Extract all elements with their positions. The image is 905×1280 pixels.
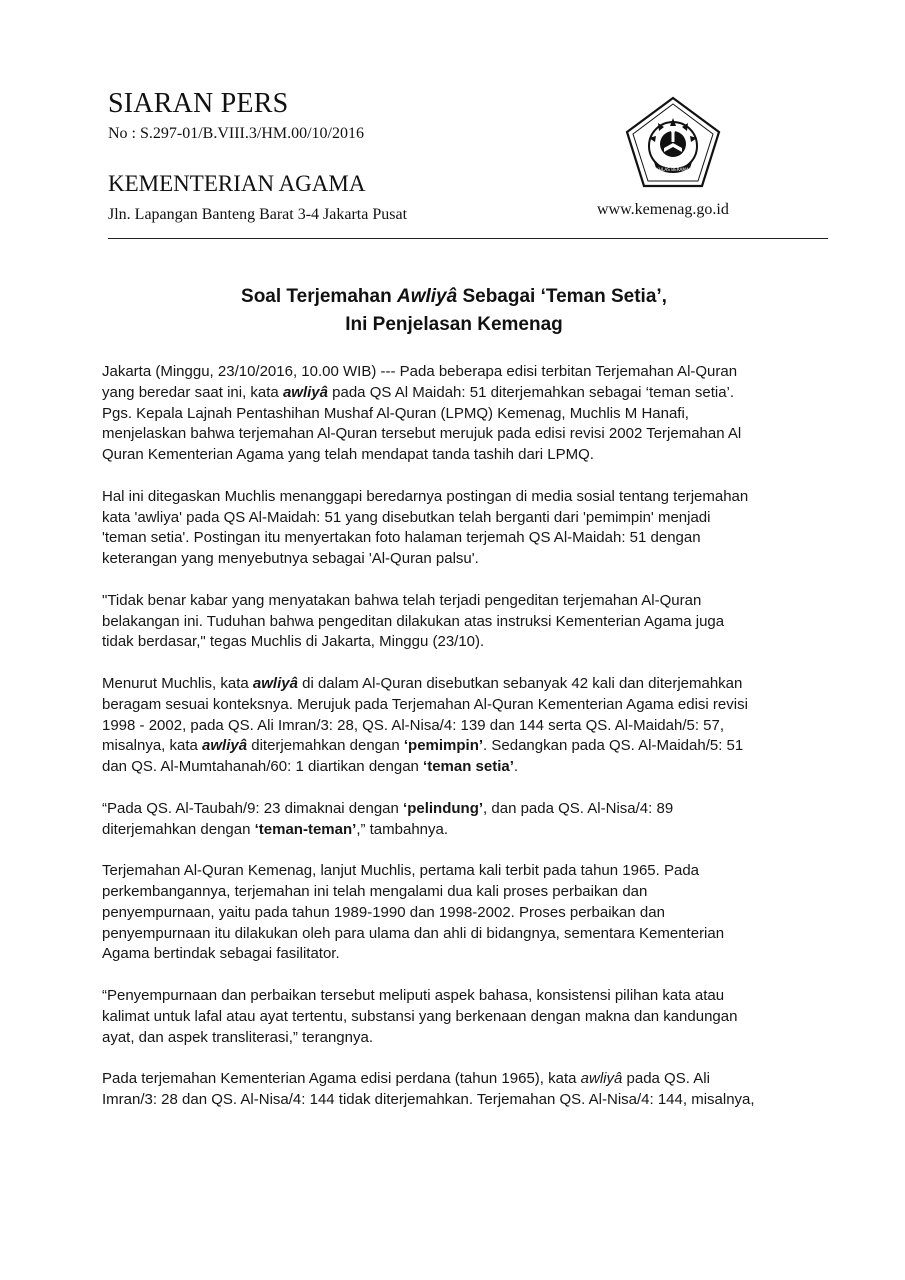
- text-line: Agama bertindak sebagai fasilitator.: [102, 945, 340, 963]
- text-line: beragam sesuai konteksnya. Merujuk pada Terjemahan Al-Quran Kementerian Agama edisi revisi: [102, 695, 748, 713]
- headline-line-1: [108, 283, 800, 311]
- paragraph-7: [102, 986, 822, 1048]
- headline-text: Sebagai ‘Teman Setia’,: [457, 286, 667, 307]
- organization-name: KEMENTERIAN AGAMA: [108, 171, 366, 196]
- headline-emphasis: Awliyâ: [396, 286, 458, 307]
- paragraph-3: [102, 591, 822, 653]
- text-line: tidak berdasar," tegas Muchlis di Jakarta, Minggu (23/10).: [102, 633, 485, 651]
- headline: [108, 283, 800, 339]
- press-release-title: SIARAN PERS: [108, 88, 289, 119]
- text-line: Jakarta (Minggu, 23/10/2016, 10.00 WIB) --- Pada beberapa edisi terbitan Terjemahan Al-Quran: [102, 363, 738, 380]
- text-line: keterangan yang menyebutnya sebagai 'Al-Quran palsu'.: [102, 550, 479, 568]
- text-line: ayat, dan aspek transliterasi,” terangnya.: [102, 1028, 373, 1046]
- text-line: diterjemahkan dengan ‘teman-teman’,” tambahnya.: [102, 820, 449, 838]
- text-line: Pgs. Kepala Lajnah Pentashihan Mushaf Al-Quran (LPMQ) Kemenag, Muchlis M Hanafi,: [102, 404, 689, 422]
- text-line: yang beredar saat ini, kata awliyâ pada QS Al Maidah: 51 diterjemahkan sebagai ‘teman setia’.: [102, 383, 735, 401]
- text-line: penyempurnaan itu dilakukan oleh para ulama dan ahli di bidangnya, sementara Kementerian: [102, 924, 725, 942]
- ministry-emblem-icon: [624, 96, 722, 188]
- text-line: menjelaskan bahwa terjemahan Al-Quran tersebut merujuk pada edisi revisi 2002 Terjemahan Al: [102, 425, 742, 443]
- text-line: penyempurnaan, yaitu pada tahun 1989-1990 dan 1998-2002. Proses perbaikan dan: [102, 903, 665, 921]
- press-release-number: No : S.297-01/B.VIII.3/HM.00/10/2016: [108, 125, 364, 142]
- text-line: belakangan ini. Tuduhan bahwa pengeditan dilakukan atas instruksi Kementerian Agama juga: [102, 612, 725, 630]
- text-line: perkembangannya, terjemahan ini telah mengalami dua kali proses perbaikan dan: [102, 882, 648, 900]
- logo-motto: IKHLAS BERAMAL: [654, 167, 692, 172]
- text-line: "Tidak benar kabar yang menyatakan bahwa telah terjadi pengeditan terjemahan Al-Quran: [102, 591, 702, 609]
- headline-text: Soal Terjemahan: [241, 286, 397, 307]
- text-line: “Pada QS. Al-Taubah/9: 23 dimaknai dengan ‘pelindung’, dan pada QS. Al-Nisa/4: 89: [102, 799, 674, 817]
- text-line: Terjemahan Al-Quran Kemenag, lanjut Muchlis, pertama kali terbit pada tahun 1965. Pada: [102, 862, 700, 880]
- text-line: 1998 - 2002, pada QS. Ali Imran/3: 28, QS. Al-Nisa/4: 139 dan 144 serta QS. Al-Maidah/5: 57,: [102, 716, 725, 734]
- text-line: Pada terjemahan Kementerian Agama edisi perdana (tahun 1965), kata awliyâ pada QS. Ali: [102, 1070, 710, 1088]
- text-line: 'teman setia'. Postingan itu menyertakan foto halaman terjemah QS Al-Maidah: 51 dengan: [102, 529, 701, 547]
- text-line: Quran Kementerian Agama yang telah mendapat tanda tashih dari LPMQ.: [102, 446, 594, 464]
- text-line: dan QS. Al-Mumtahanah/60: 1 diartikan dengan ‘teman setia’.: [102, 758, 519, 776]
- header-divider: [108, 238, 828, 239]
- text-line: “Penyempurnaan dan perbaikan tersebut meliputi aspek bahasa, konsistensi pilihan kata atau: [102, 986, 725, 1004]
- organization-address: Jln. Lapangan Banteng Barat 3-4 Jakarta Pusat: [108, 206, 408, 223]
- website-url[interactable]: www.kemenag.go.id: [597, 201, 729, 218]
- paragraph-6: [102, 861, 822, 965]
- text-line: misalnya, kata awliyâ diterjemahkan dengan ‘pemimpin’. Sedangkan pada QS. Al-Maidah/5: 51: [102, 737, 744, 755]
- paragraph-5: [102, 799, 822, 841]
- paragraph-4: [102, 674, 822, 778]
- text-line: Hal ini ditegaskan Muchlis menanggapi beredarnya postingan di media sosial tentang terjemahan: [102, 487, 749, 505]
- text-line: kalimat untuk lafal atau ayat tertentu, substansi yang berkenaan dengan makna dan kandungan: [102, 1007, 738, 1025]
- paragraph-8: [102, 1069, 822, 1111]
- text-line: Menurut Muchlis, kata awliyâ di dalam Al-Quran disebutkan sebanyak 42 kali dan diterjemahkan: [102, 674, 743, 692]
- article-body: [102, 362, 822, 1131]
- text-line: Imran/3: 28 dan QS. Al-Nisa/4: 144 tidak diterjemahkan. Terjemahan QS. Al-Nisa/4: 144, misalnya,: [102, 1090, 755, 1108]
- paragraph-1: [102, 362, 822, 466]
- headline-line-2: Ini Penjelasan Kemenag: [345, 314, 563, 335]
- paragraph-2: [102, 487, 822, 570]
- text-line: kata 'awliya' pada QS Al-Maidah: 51 yang disebutkan telah berganti dari 'pemimpin' menjadi: [102, 508, 711, 526]
